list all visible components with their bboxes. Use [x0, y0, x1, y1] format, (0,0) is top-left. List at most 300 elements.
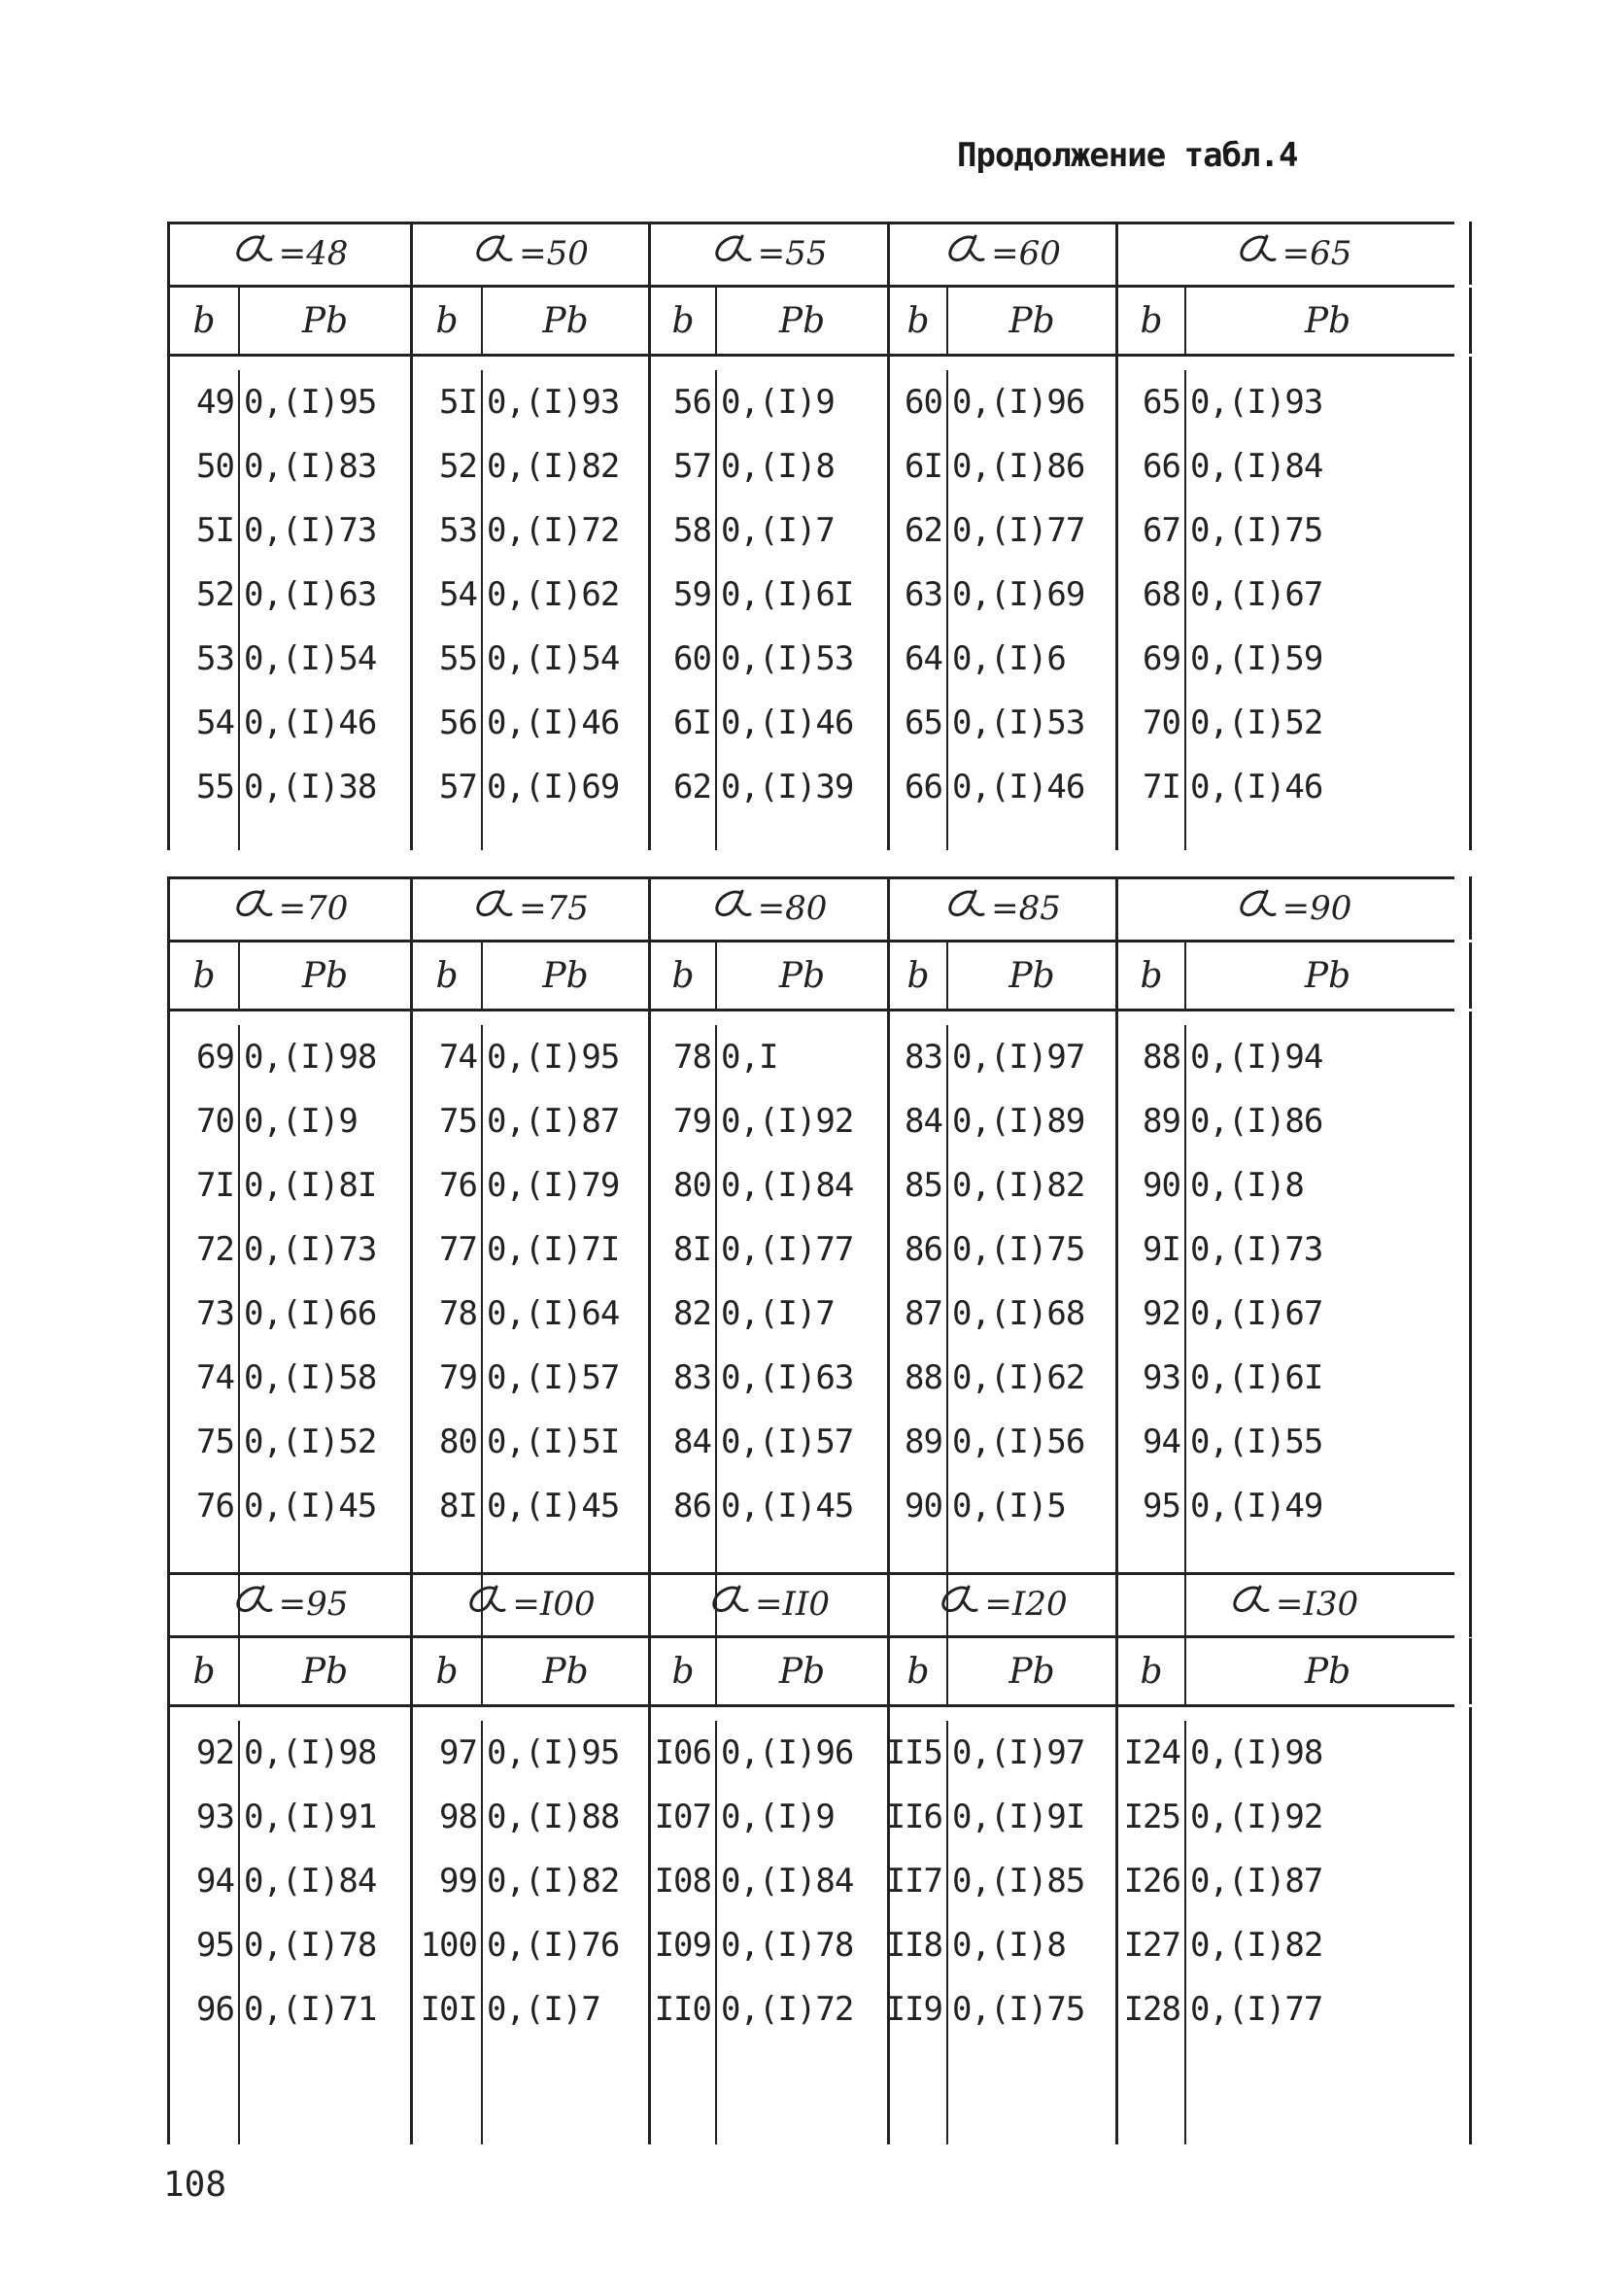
- b-cell: 83: [905, 1038, 942, 1077]
- alpha-symbol-icon: [938, 1583, 984, 1625]
- b-cell: 63: [905, 575, 942, 614]
- alpha-symbol-icon: [944, 887, 991, 929]
- alpha-header-group: [410, 222, 648, 285]
- column-header-pb: Pb: [542, 955, 589, 996]
- b-cell: 75: [439, 1102, 477, 1141]
- b-cell: 59: [673, 575, 711, 614]
- alpha-value: =60: [991, 233, 1061, 273]
- data-column-group: [167, 357, 410, 850]
- alpha-header: [413, 222, 648, 285]
- pb-cell: 0,(I)98: [244, 1038, 377, 1077]
- pb-cell: 0,(I)82: [952, 1166, 1085, 1205]
- pb-values-column: [1186, 1721, 1469, 2144]
- pb-cell: 0,(I)73: [1190, 1230, 1323, 1269]
- pb-cell: 0,(I)84: [244, 1862, 377, 1901]
- pb-cell: 0,(I)96: [721, 1733, 854, 1772]
- b-cell: I27: [1123, 1926, 1180, 1965]
- column-header-pb: Pb: [1304, 955, 1351, 996]
- pb-cell: 0,(I)78: [721, 1926, 854, 1965]
- column-header-b: b: [413, 1638, 483, 1704]
- b-values-column: [1118, 1025, 1186, 1637]
- b-cell: 92: [196, 1733, 234, 1772]
- pb-cell: 0,(I)69: [952, 575, 1085, 614]
- alpha-symbol-icon: [465, 1583, 512, 1625]
- pb-cell: 0,(I)5I: [487, 1422, 620, 1461]
- alpha-value: =75: [519, 888, 589, 928]
- pb-cell: 0,(I)8: [721, 447, 835, 486]
- pb-cell: 0,(I)87: [487, 1102, 620, 1141]
- column-header-group: [1115, 942, 1472, 1009]
- pb-cell: 0,(I)96: [952, 383, 1085, 422]
- pb-cell: 0,(I)45: [244, 1487, 377, 1525]
- b-cell: 7I: [1143, 768, 1180, 806]
- b-cell: 57: [439, 768, 477, 806]
- b-cell: 62: [673, 768, 711, 806]
- column-header-b: b: [890, 942, 948, 1009]
- column-header-group: [167, 288, 410, 354]
- b-cell: 92: [1143, 1294, 1180, 1333]
- data-column-group: [1115, 357, 1472, 850]
- pb-cell: 0,(I)82: [1190, 1926, 1323, 1965]
- column-header-pb: Pb: [1008, 300, 1055, 341]
- pb-values-column: [240, 1721, 410, 2144]
- b-cell: 77: [439, 1230, 477, 1269]
- b-cell: 90: [905, 1487, 942, 1525]
- table-block: [167, 222, 1454, 850]
- b-cell: 6I: [673, 703, 711, 742]
- pb-cell: 0,(I)75: [952, 1230, 1085, 1269]
- column-header-group: [167, 1638, 410, 1704]
- alpha-value: =55: [757, 233, 828, 273]
- data-column-group: [887, 1707, 1115, 2144]
- alpha-symbol-icon: [711, 887, 758, 929]
- b-cell: I09: [654, 1926, 711, 1965]
- pb-cell: 0,(I)62: [487, 575, 620, 614]
- pb-cell: 0,(I)7I: [487, 1230, 620, 1269]
- b-cell: 99: [439, 1862, 477, 1901]
- pb-cell: 0,(I)86: [952, 447, 1085, 486]
- pb-cell: 0,(I)92: [1190, 1798, 1323, 1836]
- b-cell: 49: [196, 383, 234, 422]
- table-block: [167, 876, 1454, 1637]
- data-row-group: [167, 357, 1454, 850]
- data-column-group: [410, 1707, 648, 2144]
- pb-cell: 0,(I)97: [952, 1733, 1085, 1772]
- b-cell: 80: [673, 1166, 711, 1205]
- column-header-pb: Pb: [778, 1651, 826, 1692]
- alpha-header-row: [167, 222, 1454, 285]
- b-cell: 94: [196, 1862, 234, 1901]
- alpha-value: =I20: [984, 1584, 1068, 1624]
- pb-cell: 0,(I)82: [487, 447, 620, 486]
- column-header-b: b: [1118, 1638, 1186, 1704]
- pb-cell: 0,(I)98: [244, 1733, 377, 1772]
- column-header-b: b: [890, 288, 948, 354]
- pb-cell: 0,(I)93: [1190, 383, 1323, 422]
- b-cell: 96: [196, 1990, 234, 2029]
- column-header-row: [167, 285, 1454, 357]
- b-cell: 88: [1143, 1038, 1180, 1077]
- b-cell: II6: [885, 1798, 942, 1836]
- b-cell: 95: [1143, 1487, 1180, 1525]
- column-header-group: [1115, 1638, 1472, 1704]
- b-cell: 9I: [1143, 1230, 1180, 1269]
- pb-cell: 0,(I)8: [952, 1926, 1066, 1965]
- b-cell: 82: [673, 1294, 711, 1333]
- pb-cell: 0,(I)82: [487, 1862, 620, 1901]
- b-values-column: [170, 1025, 240, 1637]
- column-header-b: b: [890, 1638, 948, 1704]
- alpha-value: =80: [757, 888, 828, 928]
- alpha-header: [651, 876, 887, 940]
- pb-cell: 0,(I)63: [721, 1358, 854, 1397]
- b-cell: 58: [673, 511, 711, 550]
- b-cell: 8I: [673, 1230, 711, 1269]
- b-cell: 70: [196, 1102, 234, 1141]
- pb-cell: 0,(I)9: [721, 383, 835, 422]
- pb-values-column: [717, 1721, 887, 2144]
- b-cell: I07: [654, 1798, 711, 1836]
- alpha-header: [170, 1572, 410, 1635]
- data-column-group: [648, 1011, 887, 1637]
- b-cell: 54: [439, 575, 477, 614]
- alpha-header-group: [648, 222, 887, 285]
- pb-cell: 0,(I)95: [487, 1038, 620, 1077]
- pb-cell: 0,(I)55: [1190, 1422, 1323, 1461]
- alpha-header: [890, 1572, 1115, 1635]
- b-values-column: [170, 370, 240, 850]
- pb-cell: 0,(I)7: [721, 1294, 835, 1333]
- pb-cell: 0,(I)75: [1190, 511, 1323, 550]
- b-cell: 78: [673, 1038, 711, 1077]
- b-cell: 85: [905, 1166, 942, 1205]
- pb-cell: 0,(I)57: [721, 1422, 854, 1461]
- pb-cell: 0,(I)62: [952, 1358, 1085, 1397]
- alpha-header: [1118, 876, 1469, 940]
- alpha-header: [170, 876, 410, 940]
- pb-cell: 0,(I)67: [1190, 575, 1323, 614]
- data-column-group: [648, 357, 887, 850]
- pb-cell: 0,(I)56: [952, 1422, 1085, 1461]
- alpha-symbol-icon: [711, 232, 758, 274]
- pb-cell: 0,(I)63: [244, 575, 377, 614]
- alpha-header-group: [1115, 876, 1472, 940]
- alpha-header-group: [410, 876, 648, 940]
- alpha-header: [890, 222, 1115, 285]
- data-column-group: [648, 1707, 887, 2144]
- pb-cell: 0,(I)97: [952, 1038, 1085, 1077]
- column-header-pb: Pb: [542, 1651, 589, 1692]
- b-cell: 100: [420, 1926, 477, 1965]
- b-cell: 75: [196, 1422, 234, 1461]
- pb-cell: 0,(I)73: [244, 1230, 377, 1269]
- pb-cell: 0,(I)53: [952, 703, 1085, 742]
- pb-cell: 0,(I)73: [244, 511, 377, 550]
- b-cell: 66: [1143, 447, 1180, 486]
- b-cell: 76: [196, 1487, 234, 1525]
- alpha-header-row: [167, 876, 1454, 940]
- b-cell: 60: [673, 639, 711, 678]
- pb-cell: 0,(I)46: [487, 703, 620, 742]
- data-column-group: [1115, 1707, 1472, 2144]
- b-cell: 72: [196, 1230, 234, 1269]
- alpha-value: =I00: [512, 1584, 596, 1624]
- alpha-header-group: [648, 876, 887, 940]
- pb-cell: 0,(I)6I: [721, 575, 854, 614]
- column-header-group: [887, 288, 1115, 354]
- pb-cell: 0,(I)8: [1190, 1166, 1304, 1205]
- column-header-b: b: [651, 1638, 717, 1704]
- pb-cell: 0,(I)9I: [952, 1798, 1085, 1836]
- data-column-group: [410, 357, 648, 850]
- pb-values-column: [240, 1025, 410, 1637]
- b-cell: 57: [673, 447, 711, 486]
- alpha-header-group: [648, 1572, 887, 1635]
- pb-cell: 0,(I)9: [244, 1102, 358, 1141]
- alpha-header-row: [167, 1572, 1454, 1635]
- b-cell: I25: [1123, 1798, 1180, 1836]
- pb-cell: 0,(I)39: [721, 768, 854, 806]
- column-header-b: b: [651, 942, 717, 1009]
- alpha-header: [413, 1572, 648, 1635]
- column-header-group: [648, 288, 887, 354]
- b-cell: 87: [905, 1294, 942, 1333]
- alpha-header-group: [1115, 1572, 1472, 1635]
- pb-cell: 0,(I)59: [1190, 639, 1323, 678]
- b-cell: I06: [654, 1733, 711, 1772]
- b-cell: 8I: [439, 1487, 477, 1525]
- column-header-pb: Pb: [1008, 955, 1055, 996]
- b-values-column: [651, 1721, 717, 2144]
- column-header-group: [1115, 288, 1472, 354]
- b-cell: 53: [196, 639, 234, 678]
- b-cell: 94: [1143, 1422, 1180, 1461]
- alpha-header: [890, 876, 1115, 940]
- pb-values-column: [948, 1721, 1115, 2144]
- alpha-value: =I30: [1275, 1584, 1359, 1624]
- b-cell: 55: [196, 768, 234, 806]
- alpha-symbol-icon: [1236, 887, 1282, 929]
- alpha-header: [1118, 1572, 1469, 1635]
- b-values-column: [170, 1721, 240, 2144]
- b-cell: 86: [673, 1487, 711, 1525]
- alpha-header-group: [410, 1572, 648, 1635]
- b-cell: 64: [905, 639, 942, 678]
- b-cell: 79: [439, 1358, 477, 1397]
- b-cell: 78: [439, 1294, 477, 1333]
- alpha-value: =65: [1281, 233, 1352, 273]
- pb-cell: 0,I: [721, 1038, 778, 1077]
- b-values-column: [890, 1025, 948, 1637]
- b-cell: 52: [196, 575, 234, 614]
- data-column-group: [167, 1707, 410, 2144]
- b-cell: 73: [196, 1294, 234, 1333]
- column-header-pb: Pb: [301, 955, 349, 996]
- b-cell: 52: [439, 447, 477, 486]
- b-values-column: [413, 1025, 483, 1637]
- alpha-header: [1118, 222, 1469, 285]
- alpha-value: =48: [278, 233, 349, 273]
- b-values-column: [1118, 370, 1186, 850]
- pb-cell: 0,(I)88: [487, 1798, 620, 1836]
- b-cell: 84: [673, 1422, 711, 1461]
- alpha-symbol-icon: [472, 887, 519, 929]
- pb-cell: 0,(I)46: [721, 703, 854, 742]
- column-header-group: [167, 942, 410, 1009]
- pb-cell: 0,(I)52: [1190, 703, 1323, 742]
- pb-values-column: [717, 1025, 887, 1637]
- pb-values-column: [948, 370, 1115, 850]
- pb-cell: 0,(I)45: [721, 1487, 854, 1525]
- alpha-value: =95: [278, 1584, 349, 1624]
- pb-cell: 0,(I)84: [721, 1862, 854, 1901]
- pb-cell: 0,(I)91: [244, 1798, 377, 1836]
- pb-cell: 0,(I)69: [487, 768, 620, 806]
- pb-cell: 0,(I)86: [1190, 1102, 1323, 1141]
- b-cell: I28: [1123, 1990, 1180, 2029]
- b-cell: 74: [196, 1358, 234, 1397]
- alpha-header-group: [167, 222, 410, 285]
- data-column-group: [887, 1011, 1115, 1637]
- b-cell: II8: [885, 1926, 942, 1965]
- pb-cell: 0,(I)38: [244, 768, 377, 806]
- pb-cell: 0,(I)64: [487, 1294, 620, 1333]
- pb-cell: 0,(I)6: [952, 639, 1066, 678]
- b-cell: 98: [439, 1798, 477, 1836]
- alpha-header-group: [1115, 222, 1472, 285]
- b-cell: 60: [905, 383, 942, 422]
- pb-values-column: [1186, 370, 1469, 850]
- b-cell: 79: [673, 1102, 711, 1141]
- b-values-column: [890, 370, 948, 850]
- b-cell: I08: [654, 1862, 711, 1901]
- column-header-pb: Pb: [301, 1651, 349, 1692]
- b-values-column: [885, 1721, 948, 2144]
- alpha-header-group: [167, 876, 410, 940]
- b-cell: 68: [1143, 575, 1180, 614]
- pb-cell: 0,(I)53: [721, 639, 854, 678]
- b-cell: 93: [196, 1798, 234, 1836]
- pb-cell: 0,(I)7: [487, 1990, 600, 2029]
- pb-cell: 0,(I)72: [487, 511, 620, 550]
- b-values-column: [413, 370, 483, 850]
- column-header-b: b: [170, 288, 240, 354]
- alpha-header-group: [887, 222, 1115, 285]
- b-cell: 65: [905, 703, 942, 742]
- pb-cell: 0,(I)87: [1190, 1862, 1323, 1901]
- data-column-group: [887, 357, 1115, 850]
- b-cell: I0I: [420, 1990, 477, 2029]
- alpha-symbol-icon: [472, 232, 519, 274]
- alpha-value: =II0: [755, 1584, 830, 1624]
- pb-cell: 0,(I)46: [1190, 768, 1323, 806]
- pb-cell: 0,(I)77: [1190, 1990, 1323, 2029]
- pb-cell: 0,(I)58: [244, 1358, 377, 1397]
- pb-cell: 0,(I)7: [721, 511, 835, 550]
- pb-cell: 0,(I)46: [244, 703, 377, 742]
- b-cell: II9: [885, 1990, 942, 2029]
- b-cell: II0: [654, 1990, 711, 2029]
- column-header-group: [410, 288, 648, 354]
- pb-values-column: [948, 1025, 1115, 1637]
- pb-cell: 0,(I)95: [487, 1733, 620, 1772]
- b-cell: 55: [439, 639, 477, 678]
- pb-cell: 0,(I)46: [952, 768, 1085, 806]
- alpha-header: [170, 222, 410, 285]
- pb-cell: 0,(I)66: [244, 1294, 377, 1333]
- b-cell: 6I: [905, 447, 942, 486]
- pb-cell: 0,(I)98: [1190, 1733, 1323, 1772]
- data-column-group: [1115, 1011, 1472, 1637]
- data-row-group: [167, 1707, 1454, 2144]
- column-header-pb: Pb: [542, 300, 589, 341]
- pb-cell: 0,(I)78: [244, 1926, 377, 1965]
- pb-cell: 0,(I)95: [244, 383, 377, 422]
- alpha-symbol-icon: [1229, 1583, 1276, 1625]
- column-header-row: [167, 940, 1454, 1011]
- column-header-b: b: [170, 942, 240, 1009]
- column-header-pb: Pb: [1304, 1651, 1351, 1692]
- b-cell: 74: [439, 1038, 477, 1077]
- b-values-column: [651, 370, 717, 850]
- pb-cell: 0,(I)84: [1190, 447, 1323, 486]
- alpha-value: =50: [519, 233, 589, 273]
- b-cell: 89: [1143, 1102, 1180, 1141]
- pb-cell: 0,(I)77: [952, 511, 1085, 550]
- b-values-column: [1118, 1721, 1186, 2144]
- pb-cell: 0,(I)77: [721, 1230, 854, 1269]
- column-header-group: [887, 1638, 1115, 1704]
- pb-cell: 0,(I)89: [952, 1102, 1085, 1141]
- b-cell: II7: [885, 1862, 942, 1901]
- column-header-b: b: [170, 1638, 240, 1704]
- pb-cell: 0,(I)54: [487, 639, 620, 678]
- column-header-group: [648, 942, 887, 1009]
- column-header-row: [167, 1635, 1454, 1707]
- pb-cell: 0,(I)85: [952, 1862, 1085, 1901]
- data-column-group: [167, 1011, 410, 1637]
- table-block: [167, 1572, 1454, 2144]
- alpha-symbol-icon: [232, 232, 279, 274]
- pb-cell: 0,(I)49: [1190, 1487, 1323, 1525]
- b-cell: 97: [439, 1733, 477, 1772]
- b-cell: 80: [439, 1422, 477, 1461]
- pb-cell: 0,(I)83: [244, 447, 377, 486]
- alpha-header-group: [887, 1572, 1115, 1635]
- alpha-value: =85: [991, 888, 1061, 928]
- b-cell: 53: [439, 511, 477, 550]
- pb-cell: 0,(I)72: [721, 1990, 854, 2029]
- pb-cell: 0,(I)71: [244, 1990, 377, 2029]
- b-cell: 90: [1143, 1166, 1180, 1205]
- column-header-pb: Pb: [301, 300, 349, 341]
- alpha-header: [651, 1572, 887, 1635]
- b-cell: 66: [905, 768, 942, 806]
- pb-cell: 0,(I)75: [952, 1990, 1085, 2029]
- b-cell: 93: [1143, 1358, 1180, 1397]
- b-cell: 89: [905, 1422, 942, 1461]
- pb-values-column: [483, 1025, 648, 1637]
- data-column-group: [410, 1011, 648, 1637]
- b-cell: 88: [905, 1358, 942, 1397]
- pb-cell: 0,(I)94: [1190, 1038, 1323, 1077]
- pb-cell: 0,(I)92: [721, 1102, 854, 1141]
- column-header-b: b: [1118, 288, 1186, 354]
- b-cell: II5: [885, 1733, 942, 1772]
- b-cell: 56: [673, 383, 711, 422]
- pb-cell: 0,(I)9: [721, 1798, 835, 1836]
- pb-cell: 0,(I)84: [721, 1166, 854, 1205]
